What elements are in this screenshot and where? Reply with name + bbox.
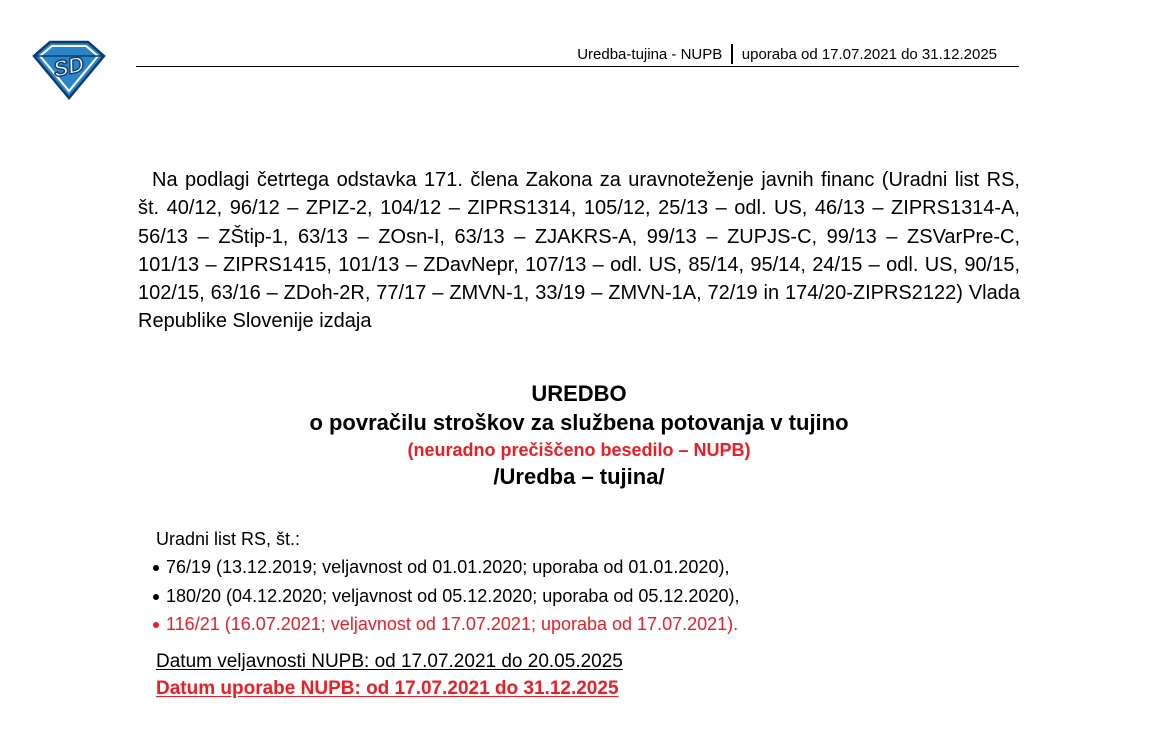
application-date-line: Datum uporabe NUPB: od 17.07.2021 do 31.12.2025 — [156, 678, 619, 699]
logo-text: SD — [51, 51, 87, 82]
gazette-list-item-latest: 116/21 (16.07.2021; veljavnost od 17.07.2021; uporaba od 17.07.2021). — [150, 610, 739, 639]
sd-diamond-logo-icon — [30, 38, 106, 100]
gazette-list-item: 180/20 (04.12.2020; veljavnost od 05.12.2020; uporaba od 05.12.2020), — [150, 582, 739, 611]
header-text-row — [577, 44, 997, 64]
gazette-list — [150, 553, 739, 639]
validity-date-line: Datum veljavnosti NUPB: od 17.07.2021 do 20.05.2025 — [156, 651, 623, 672]
gazette-label: Uradni list RS, št.: — [156, 529, 301, 549]
document-header — [136, 42, 1019, 67]
header-separator — [731, 44, 733, 64]
document-title: UREDBO — [531, 381, 627, 406]
header-document-name: Uredba-tujina - NUPB — [577, 45, 723, 63]
header-usage-period: uporaba od 17.07.2021 do 31.12.2025 — [741, 45, 997, 63]
gazette-list-item: 76/19 (13.12.2019; veljavnost od 01.01.2020; uporaba od 01.01.2020), — [150, 553, 739, 582]
document-short-name: /Uredba – tujina/ — [493, 464, 665, 489]
document-subtitle: o povračilu stroškov za službena potovanja v tujino — [309, 410, 849, 435]
logo-graphic — [30, 38, 106, 100]
unofficial-consolidated-note: (neuradno prečiščeno besedilo – NUPB) — [407, 440, 751, 460]
document-title-block — [138, 380, 1020, 492]
validity-dates — [156, 648, 623, 702]
legal-basis-paragraph: Na podlagi četrtega odstavka 171. člena Zakona za uravnoteženje javnih financ (Uradni list RS, št. 40/12, 96/12 – ZPIZ-2, 104/12 – ZIPRS1314, 105/12, 25/13 – odl. US, 46/13 – ZIPRS1314-A, 56/13 – ZŠtip-1, 63/13 – ZOsn-I, 63/13 – ZJAKRS-A, 99/13 – ZUPJS-C, 99/13 – ZSVarPre-C, 101/13 – ZIPRS1415, 101/13 – ZDavNepr, 107/13 – odl. US, 85/14, 95/14, 24/15 – odl. US, 90/15, 102/15, 63/16 – ZDoh-2R, 77/17 – ZMVN-1, 33/19 – ZMVN-1A, 72/19 in 174/20-ZIPRS2122) Vlada Republike Slovenije izdaja — [138, 169, 1020, 333]
